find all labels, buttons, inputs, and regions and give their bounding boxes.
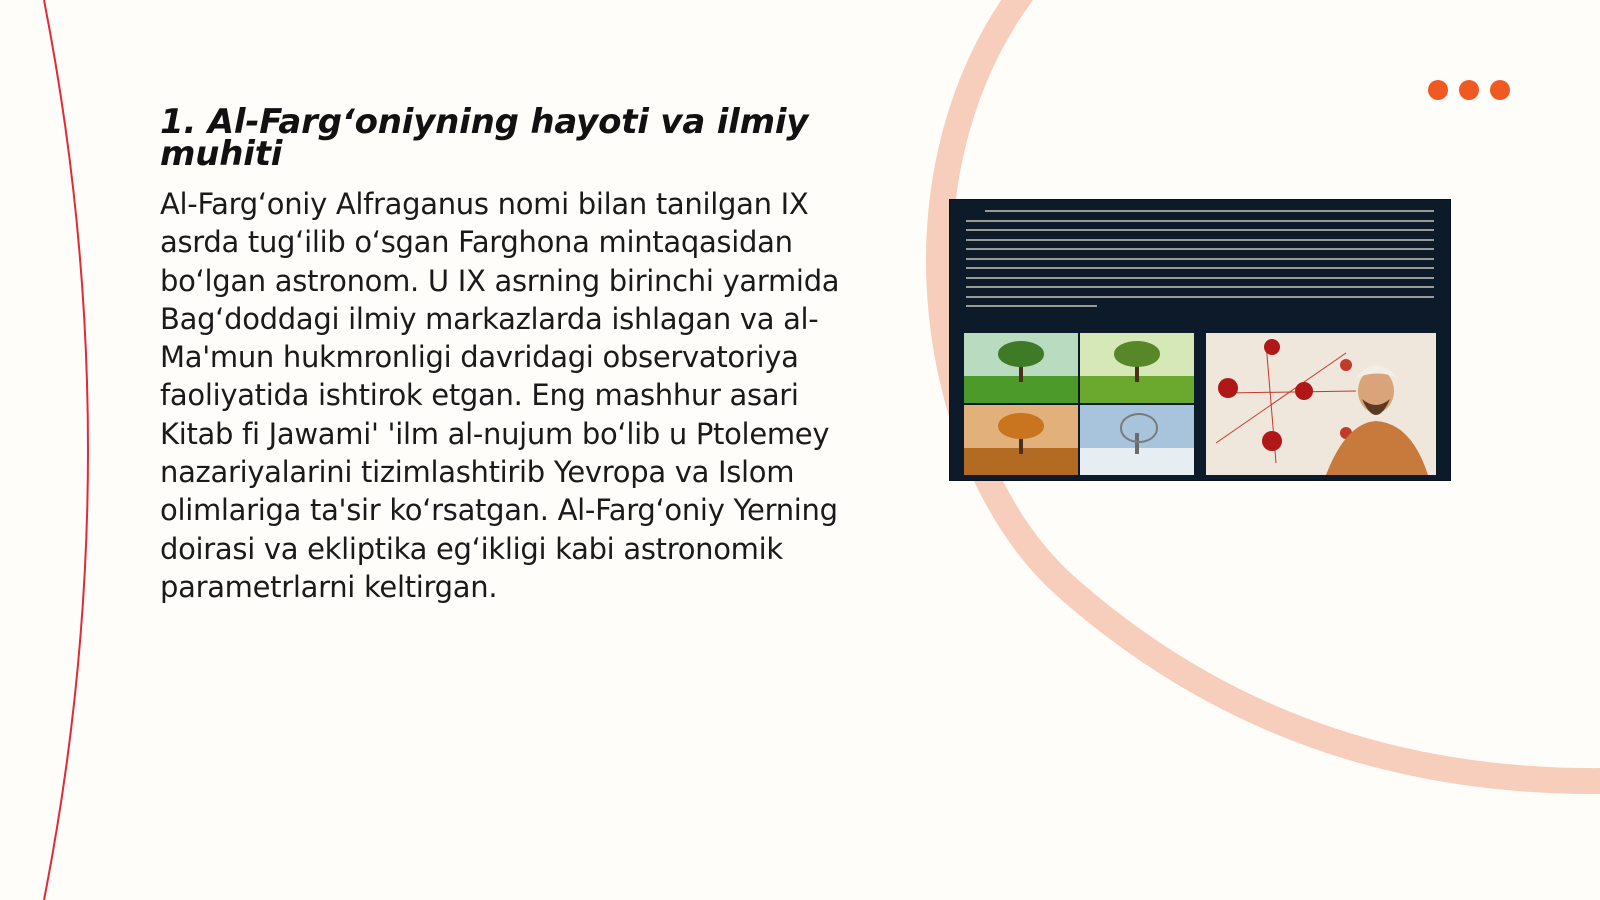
winter-tree [1080,405,1194,475]
dot [1428,80,1448,100]
scholar-portrait-image [1206,333,1436,475]
summer-tree [1080,333,1194,403]
body-text: Al-Farg‘oniy Alfraganus nomi bilan tanilgan IX asrda tug‘ilib o‘sgan Farghona mintaqasidan bo‘lgan astronom. U IX asrning birinchi yarmida Bag‘doddagi ilmiy markazlarda ishlagan va al-Ma'mun hukmronligi davridagi observatoriya faoliyatida ishtirok etgan. Eng mashhur asari Kitab fi Jawami' 'ilm al-nujum bo‘lib u Ptolemey nazariyalarini tizimlashtirib Yevropa va Islom olimlariga ta'sir ko‘rsatgan. Al-Farg‘oniy Yerning doirasi va ekliptika eg‘ikligi kabi astronomik parametrlarni keltirgan. [160,187,840,604]
dot [1459,80,1479,100]
astronomy-diagram [1206,333,1436,475]
spring-tree [964,333,1078,403]
slide-title: 1. Al-Farg‘oniyning hayoti va ilmiy muhiti [160,102,809,174]
dot [1490,80,1510,100]
image-text-block [966,210,1434,328]
three-dots-icon [1428,80,1510,100]
seasons-tree-image [964,333,1194,475]
illustration-image [950,200,1450,480]
autumn-tree [964,405,1078,475]
